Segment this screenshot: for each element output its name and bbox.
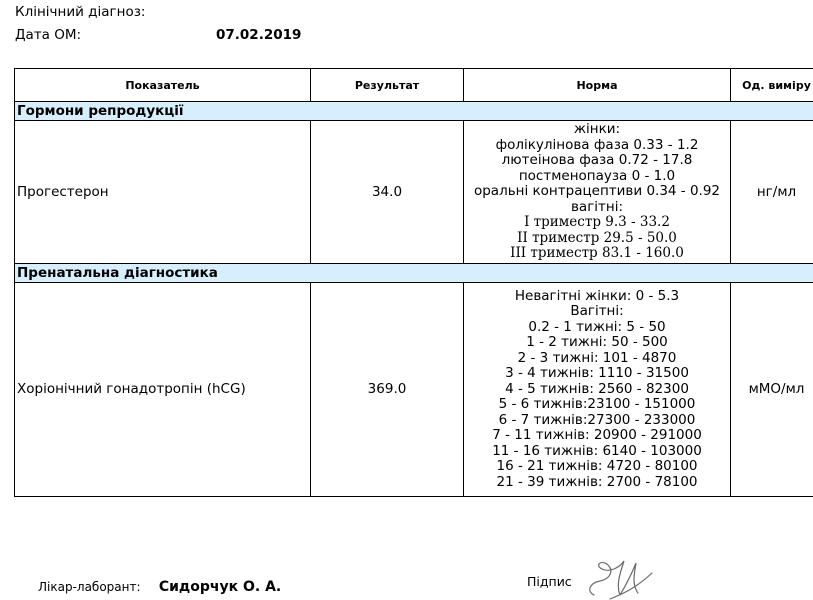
section-row bbox=[15, 263, 813, 282]
norm-cell bbox=[464, 282, 731, 497]
norm-line: 11 - 16 тижнів: 6140 - 103000 bbox=[492, 442, 702, 459]
norm-line: 6 - 7 тижнів:27300 - 233000 bbox=[498, 411, 696, 428]
norm-line: 7 - 11 тижнів: 20900 - 291000 bbox=[492, 427, 702, 443]
result-value: 34.0 bbox=[311, 121, 464, 264]
norm-line: оральні контрацептиви 0.34 - 0.92 bbox=[473, 183, 721, 199]
signature-label: Підпис bbox=[527, 574, 572, 589]
norm-line: жінки: bbox=[573, 121, 621, 137]
column-header-unit: Од. виміру bbox=[731, 69, 813, 102]
norm-line: постменопауза 0 - 1.0 bbox=[518, 167, 676, 184]
norm-line: 1 - 2 тижні: 50 - 500 bbox=[526, 334, 668, 350]
table-header-row bbox=[15, 69, 813, 102]
lab-assistant-label: Лікар-лаборант: bbox=[38, 580, 141, 594]
norm-line: III триместр 83.1 - 160.0 bbox=[510, 245, 684, 261]
indicator-name: Хоріонічний гонадотропін (hCG) bbox=[15, 282, 311, 497]
column-header-norm: Норма bbox=[464, 69, 731, 102]
section-title-prenatal-diagnostics: Пренатальна діагностика bbox=[15, 263, 813, 282]
lab-assistant-name: Сидорчук О. А. bbox=[158, 579, 282, 595]
norm-line: фолікулінова фаза 0.33 - 1.2 bbox=[495, 136, 699, 153]
section-title-reproduction-hormones: Гормони репродукції bbox=[15, 102, 813, 121]
norm-line: 3 - 4 тижнів: 1110 - 31500 bbox=[505, 365, 689, 381]
norm-line: 0.2 - 1 тижні: 5 - 50 bbox=[528, 318, 666, 335]
section-row bbox=[15, 102, 813, 121]
norm-line: вагітні: bbox=[570, 198, 624, 215]
unit-value: мМО/мл bbox=[731, 282, 813, 497]
indicator-name: Прогестерон bbox=[15, 121, 311, 264]
norm-line: 4 - 5 тижнів: 2560 - 82300 bbox=[505, 380, 689, 397]
norm-line: Невагітні жінки: 0 - 5.3 bbox=[514, 287, 680, 304]
unit-value: нг/мл bbox=[731, 121, 813, 264]
date-row bbox=[15, 27, 302, 43]
norm-line: 2 - 3 тижні: 101 - 4870 bbox=[517, 349, 677, 366]
column-header-result: Результат bbox=[311, 69, 464, 102]
table-row bbox=[15, 121, 813, 264]
norm-line: II триместр 29.5 - 50.0 bbox=[517, 229, 677, 246]
date-label: Дата ОМ: bbox=[15, 27, 82, 43]
results-table bbox=[14, 68, 813, 497]
diagnosis-label: Клінічний діагноз: bbox=[15, 4, 146, 20]
norm-line: I триместр 9.3 - 33.2 bbox=[524, 214, 670, 230]
lab-signature-row bbox=[38, 579, 281, 595]
norm-cell bbox=[464, 121, 731, 264]
column-header-indicator: Показатель bbox=[15, 69, 311, 102]
norm-line: Вагітні: bbox=[570, 303, 624, 319]
handwritten-signature bbox=[580, 555, 660, 600]
norm-line: 5 - 6 тижнів:23100 - 151000 bbox=[498, 396, 696, 412]
result-value: 369.0 bbox=[311, 282, 464, 497]
norm-line: 16 - 21 тижнів: 4720 - 80100 bbox=[496, 458, 698, 474]
date-value: 07.02.2019 bbox=[216, 27, 302, 43]
diagnosis-row bbox=[15, 4, 145, 20]
norm-line: лютеінова фаза 0.72 - 17.8 bbox=[501, 152, 693, 168]
norm-line: 21 - 39 тижнів: 2700 - 78100 bbox=[496, 473, 698, 490]
table-row bbox=[15, 282, 813, 497]
